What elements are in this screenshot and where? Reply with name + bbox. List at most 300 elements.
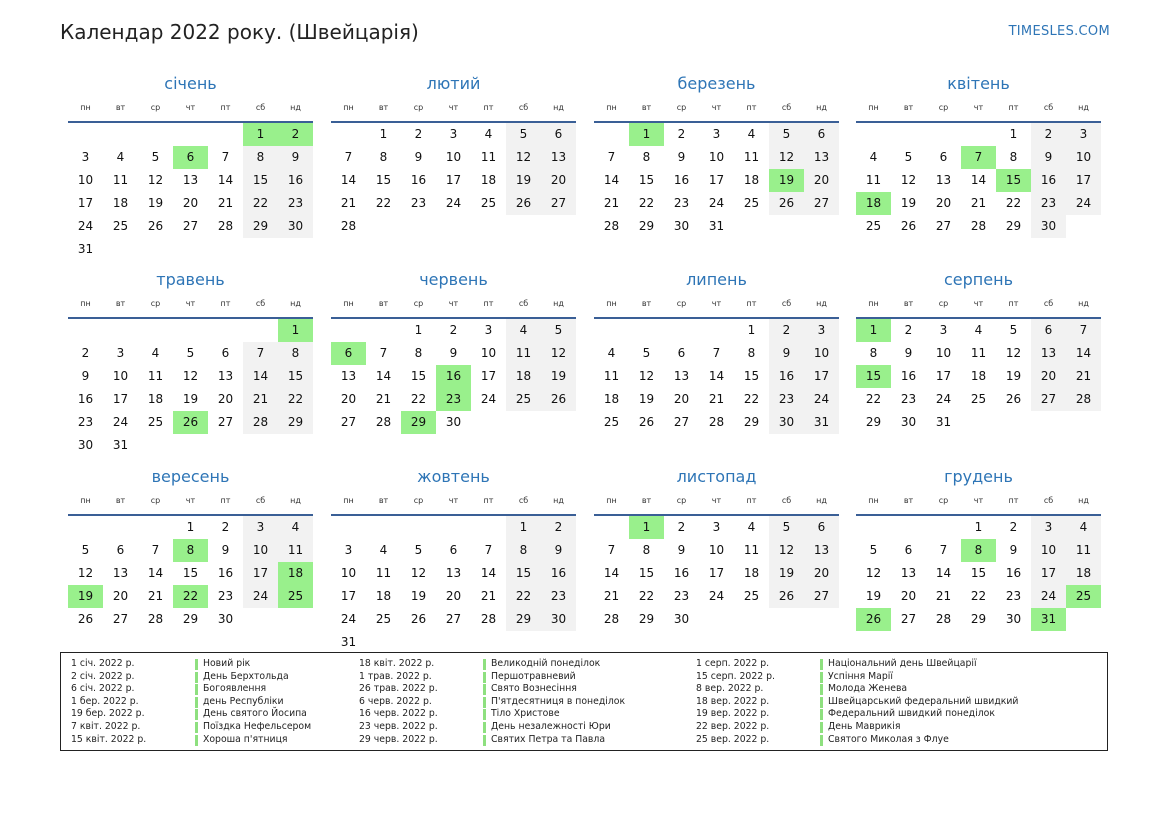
day-cell: 22 — [243, 192, 278, 215]
day-cell: 12 — [541, 342, 576, 365]
day-cell: 7 — [712, 346, 721, 361]
holiday-marker — [483, 684, 486, 695]
day-cell: 8 — [379, 150, 388, 165]
weekday-label: ср — [138, 291, 173, 319]
holiday-day-cell: 6 — [173, 146, 208, 169]
day-cell: 14 — [243, 365, 278, 388]
day-cell: 3 — [344, 543, 353, 558]
day-cell: 25 — [480, 196, 497, 211]
month-days-grid — [856, 488, 1101, 631]
day-cell: 16 — [673, 173, 690, 188]
day-cell: 19 — [1005, 369, 1022, 384]
holiday-date: 16 черв. 2022 р. — [359, 708, 438, 720]
day-cell: 14 — [147, 566, 164, 581]
weekday-label: пн — [331, 488, 366, 516]
day-cell: 14 — [603, 566, 620, 581]
day-cell: 29 — [278, 411, 313, 434]
day-cell: 26 — [1005, 392, 1022, 407]
holiday-day-cell: 1 — [856, 319, 891, 342]
holiday-marker — [195, 659, 198, 670]
site-link[interactable]: TIMESLES.COM — [1008, 24, 1110, 39]
day-cell: 1 — [974, 520, 983, 535]
day-cell: 27 — [340, 415, 357, 430]
holiday-name: Великодній понеділок — [491, 658, 601, 669]
day-cell: 22 — [865, 392, 882, 407]
month-name: жовтень — [417, 467, 490, 486]
holiday-date: 29 черв. 2022 р. — [359, 733, 438, 745]
day-cell: 27 — [804, 585, 839, 608]
day-cell: 8 — [243, 146, 278, 169]
day-cell: 4 — [379, 543, 388, 558]
day-cell: 9 — [449, 346, 458, 361]
day-cell: 20 — [182, 196, 199, 211]
day-cell: 26 — [769, 192, 804, 215]
day-cell: 7 — [221, 150, 230, 165]
month-name: червень — [419, 270, 488, 289]
weekday-label: чт — [436, 95, 471, 123]
day-cell: 6 — [677, 346, 686, 361]
day-cell: 1 — [1009, 127, 1018, 142]
day-cell: 17 — [804, 365, 839, 388]
day-cell: 9 — [278, 146, 313, 169]
weekday-label: чт — [961, 488, 996, 516]
day-cell: 26 — [506, 192, 541, 215]
legend-row — [359, 734, 625, 747]
day-cell: 14 — [1066, 342, 1101, 365]
day-cell: 11 — [970, 346, 987, 361]
holiday-marker — [483, 709, 486, 720]
weekday-label: сб — [506, 95, 541, 123]
day-cell: 2 — [541, 516, 576, 539]
legend-column — [359, 658, 625, 746]
day-cell: 25 — [375, 612, 392, 627]
day-cell: 4 — [747, 520, 756, 535]
day-cell: 5 — [904, 150, 913, 165]
day-cell: 23 — [410, 196, 427, 211]
day-cell: 23 — [1031, 192, 1066, 215]
weekday-label: нд — [278, 95, 313, 123]
holiday-date: 18 квіт. 2022 р. — [359, 658, 435, 669]
day-cell: 28 — [375, 415, 392, 430]
day-cell: 13 — [1031, 342, 1066, 365]
day-cell: 27 — [541, 192, 576, 215]
holiday-marker — [195, 697, 198, 708]
day-cell: 23 — [769, 388, 804, 411]
day-cell: 9 — [677, 543, 686, 558]
holiday-name: День святого Йосипа — [203, 708, 307, 720]
day-cell: 10 — [77, 173, 94, 188]
holiday-day-cell: 1 — [243, 123, 278, 146]
holiday-date: 7 квіт. 2022 р. — [71, 720, 141, 732]
holiday-name: Національний день Швейцарії — [828, 658, 977, 669]
weekday-label: вт — [103, 488, 138, 516]
day-cell: 8 — [414, 346, 423, 361]
day-cell: 24 — [708, 196, 725, 211]
day-cell: 31 — [77, 242, 94, 257]
day-cell: 2 — [414, 127, 423, 142]
day-cell: 7 — [607, 150, 616, 165]
holiday-day-cell: 15 — [856, 365, 891, 388]
day-cell: 4 — [747, 127, 756, 142]
day-cell: 11 — [147, 369, 164, 384]
holiday-marker — [195, 684, 198, 695]
day-cell: 13 — [935, 173, 952, 188]
day-cell: 19 — [506, 169, 541, 192]
weekday-label: вт — [103, 95, 138, 123]
day-cell: 24 — [1066, 192, 1101, 215]
day-cell: 26 — [147, 219, 164, 234]
month-days-grid — [331, 95, 576, 238]
day-cell: 23 — [673, 196, 690, 211]
month-days-grid — [68, 488, 313, 631]
day-cell: 24 — [77, 219, 94, 234]
day-cell: 3 — [1066, 123, 1101, 146]
day-cell: 15 — [638, 173, 655, 188]
day-cell: 19 — [769, 562, 804, 585]
day-cell: 20 — [804, 562, 839, 585]
day-cell: 30 — [445, 415, 462, 430]
legend-row — [359, 696, 625, 709]
day-cell: 10 — [243, 539, 278, 562]
month-calendar — [68, 73, 313, 261]
weekday-label: чт — [173, 291, 208, 319]
holiday-day-cell: 29 — [401, 411, 436, 434]
weekday-label: ср — [401, 95, 436, 123]
weekday-label: нд — [1066, 488, 1101, 516]
holiday-day-cell: 6 — [331, 342, 366, 365]
weekday-label: ср — [664, 291, 699, 319]
day-cell: 7 — [1066, 319, 1101, 342]
day-cell: 31 — [112, 438, 129, 453]
day-cell: 4 — [484, 127, 493, 142]
day-cell: 30 — [900, 415, 917, 430]
day-cell: 15 — [743, 369, 760, 384]
day-cell: 17 — [708, 566, 725, 581]
holiday-day-cell: 8 — [173, 539, 208, 562]
day-cell: 28 — [603, 219, 620, 234]
day-cell: 23 — [541, 585, 576, 608]
day-cell: 8 — [869, 346, 878, 361]
day-cell: 22 — [638, 589, 655, 604]
weekday-label: пн — [594, 291, 629, 319]
weekday-label: ср — [926, 291, 961, 319]
day-cell: 20 — [217, 392, 234, 407]
day-cell: 13 — [217, 369, 234, 384]
weekday-label: вт — [891, 95, 926, 123]
month-calendar — [68, 269, 313, 457]
day-cell: 15 — [410, 369, 427, 384]
day-cell: 31 — [708, 219, 725, 234]
holiday-marker — [820, 735, 823, 746]
day-cell: 3 — [712, 520, 721, 535]
day-cell: 7 — [344, 150, 353, 165]
day-cell: 17 — [77, 196, 94, 211]
holiday-date: 25 вер. 2022 р. — [696, 733, 770, 745]
weekday-label: пн — [594, 488, 629, 516]
day-cell: 29 — [970, 612, 987, 627]
day-cell: 8 — [642, 150, 651, 165]
month-days-grid — [68, 291, 313, 457]
weekday-label: вт — [629, 291, 664, 319]
day-cell: 3 — [116, 346, 125, 361]
legend-row — [696, 696, 1018, 709]
day-cell: 3 — [804, 319, 839, 342]
day-cell: 7 — [484, 543, 493, 558]
day-cell: 20 — [804, 169, 839, 192]
holiday-date: 22 вер. 2022 р. — [696, 720, 770, 732]
day-cell: 25 — [147, 415, 164, 430]
day-cell: 20 — [445, 589, 462, 604]
day-cell: 21 — [708, 392, 725, 407]
day-cell: 2 — [1009, 520, 1018, 535]
weekday-label: пт — [734, 488, 769, 516]
holiday-date: 2 січ. 2022 р. — [71, 670, 135, 682]
weekday-label: нд — [804, 95, 839, 123]
day-cell: 22 — [506, 585, 541, 608]
day-cell: 10 — [340, 566, 357, 581]
day-cell: 13 — [445, 566, 462, 581]
day-cell: 24 — [445, 196, 462, 211]
day-cell: 6 — [804, 516, 839, 539]
day-cell: 29 — [638, 612, 655, 627]
day-cell: 31 — [935, 415, 952, 430]
legend-column — [696, 658, 1018, 746]
day-cell: 16 — [541, 562, 576, 585]
day-cell: 10 — [445, 150, 462, 165]
day-cell: 15 — [506, 562, 541, 585]
weekday-label: ср — [664, 95, 699, 123]
day-cell: 7 — [607, 543, 616, 558]
weekday-label: чт — [961, 291, 996, 319]
legend-row — [359, 671, 625, 684]
holiday-day-cell: 25 — [278, 585, 313, 608]
day-cell: 3 — [1031, 516, 1066, 539]
month-calendar — [856, 466, 1101, 631]
day-cell: 4 — [151, 346, 160, 361]
month-calendar — [594, 73, 839, 238]
weekday-label: ср — [401, 291, 436, 319]
weekday-label: вт — [891, 291, 926, 319]
month-days-grid — [856, 291, 1101, 434]
holiday-date: 15 квіт. 2022 р. — [71, 733, 147, 745]
day-cell: 30 — [541, 608, 576, 631]
day-cell: 22 — [970, 589, 987, 604]
day-cell: 1 — [186, 520, 195, 535]
weekday-label: сб — [1031, 488, 1066, 516]
day-cell: 30 — [673, 612, 690, 627]
day-cell: 29 — [243, 215, 278, 238]
day-cell: 16 — [217, 566, 234, 581]
day-cell: 6 — [449, 543, 458, 558]
day-cell: 14 — [375, 369, 392, 384]
holiday-date: 1 серп. 2022 р. — [696, 658, 770, 669]
weekday-label: сб — [243, 488, 278, 516]
weekday-label: пт — [471, 95, 506, 123]
day-cell: 6 — [116, 543, 125, 558]
day-cell: 9 — [541, 539, 576, 562]
weekday-label: вт — [103, 291, 138, 319]
holiday-day-cell: 31 — [1031, 608, 1066, 631]
day-cell: 23 — [673, 589, 690, 604]
holiday-day-cell: 19 — [769, 169, 804, 192]
day-cell: 28 — [147, 612, 164, 627]
day-cell: 21 — [935, 589, 952, 604]
day-cell: 4 — [1066, 516, 1101, 539]
day-cell: 9 — [221, 543, 230, 558]
holiday-name: День Берхтольда — [203, 670, 289, 682]
day-cell: 4 — [869, 150, 878, 165]
day-cell: 22 — [278, 388, 313, 411]
day-cell: 27 — [673, 415, 690, 430]
weekday-label: нд — [541, 291, 576, 319]
holiday-marker — [820, 709, 823, 720]
holiday-date: 26 трав. 2022 р. — [359, 683, 438, 695]
day-cell: 6 — [804, 123, 839, 146]
month-calendar — [594, 466, 839, 631]
weekday-label: нд — [278, 291, 313, 319]
day-cell: 21 — [1066, 365, 1101, 388]
holiday-day-cell: 15 — [996, 169, 1031, 192]
day-cell: 2 — [677, 127, 686, 142]
day-cell: 12 — [147, 173, 164, 188]
day-cell: 12 — [769, 146, 804, 169]
day-cell: 2 — [449, 323, 458, 338]
day-cell: 13 — [182, 173, 199, 188]
holiday-marker — [195, 672, 198, 683]
day-cell: 11 — [603, 369, 620, 384]
day-cell: 30 — [769, 411, 804, 434]
weekday-label: чт — [173, 95, 208, 123]
weekday-label: нд — [1066, 291, 1101, 319]
day-cell: 26 — [638, 415, 655, 430]
day-cell: 24 — [708, 589, 725, 604]
weekday-label: пн — [68, 291, 103, 319]
day-cell: 5 — [869, 543, 878, 558]
month-days-grid — [856, 95, 1101, 238]
day-cell: 16 — [1031, 169, 1066, 192]
weekday-label: сб — [769, 95, 804, 123]
day-cell: 15 — [182, 566, 199, 581]
weekday-label: чт — [699, 291, 734, 319]
holiday-marker — [195, 735, 198, 746]
day-cell: 26 — [77, 612, 94, 627]
day-cell: 27 — [1031, 388, 1066, 411]
day-cell: 4 — [278, 516, 313, 539]
holiday-marker — [820, 722, 823, 733]
day-cell: 19 — [410, 589, 427, 604]
day-cell: 21 — [603, 196, 620, 211]
weekday-label: пт — [208, 95, 243, 123]
day-cell: 21 — [147, 589, 164, 604]
month-name: вересень — [151, 467, 230, 486]
holiday-day-cell: 7 — [961, 146, 996, 169]
day-cell: 3 — [243, 516, 278, 539]
day-cell: 24 — [340, 612, 357, 627]
holiday-day-cell: 2 — [278, 123, 313, 146]
day-cell: 17 — [112, 392, 129, 407]
day-cell: 28 — [708, 415, 725, 430]
holiday-name: Святих Петра та Павла — [491, 733, 606, 745]
month-name: квітень — [947, 74, 1010, 93]
day-cell: 23 — [900, 392, 917, 407]
day-cell: 14 — [603, 173, 620, 188]
day-cell: 21 — [970, 196, 987, 211]
day-cell: 5 — [414, 543, 423, 558]
day-cell: 15 — [278, 365, 313, 388]
legend-row — [696, 658, 1018, 671]
day-cell: 29 — [743, 415, 760, 430]
day-cell: 13 — [900, 566, 917, 581]
day-cell: 9 — [1009, 543, 1018, 558]
holiday-name: Федеральний швидкий понеділок — [828, 708, 995, 720]
day-cell: 23 — [217, 589, 234, 604]
day-cell: 2 — [769, 319, 804, 342]
holiday-day-cell: 1 — [629, 123, 664, 146]
day-cell: 18 — [147, 392, 164, 407]
holiday-day-cell: 26 — [173, 411, 208, 434]
day-cell: 17 — [1066, 169, 1101, 192]
day-cell: 27 — [900, 612, 917, 627]
day-cell: 4 — [506, 319, 541, 342]
weekday-label: чт — [699, 488, 734, 516]
day-cell: 28 — [217, 219, 234, 234]
weekday-label: пн — [331, 291, 366, 319]
day-cell: 27 — [112, 612, 129, 627]
day-cell: 14 — [935, 566, 952, 581]
day-cell: 27 — [804, 192, 839, 215]
weekday-label: нд — [1066, 95, 1101, 123]
legend-row — [71, 696, 311, 709]
holiday-date: 19 вер. 2022 р. — [696, 708, 770, 720]
weekday-label: сб — [243, 95, 278, 123]
day-cell: 25 — [970, 392, 987, 407]
day-cell: 11 — [480, 150, 497, 165]
holiday-date: 6 січ. 2022 р. — [71, 683, 135, 695]
holiday-marker — [195, 722, 198, 733]
day-cell: 25 — [506, 388, 541, 411]
weekday-label: сб — [1031, 95, 1066, 123]
day-cell: 26 — [541, 388, 576, 411]
day-cell: 8 — [1009, 150, 1018, 165]
weekday-label: сб — [769, 488, 804, 516]
day-cell: 28 — [340, 219, 357, 234]
day-cell: 23 — [77, 415, 94, 430]
day-cell: 13 — [541, 146, 576, 169]
holiday-day-cell: 18 — [856, 192, 891, 215]
day-cell: 18 — [112, 196, 129, 211]
holiday-day-cell: 26 — [856, 608, 891, 631]
day-cell: 21 — [603, 589, 620, 604]
day-cell: 18 — [743, 566, 760, 581]
day-cell: 18 — [506, 365, 541, 388]
day-cell: 31 — [340, 635, 357, 650]
legend-row — [71, 721, 311, 734]
day-cell: 13 — [804, 146, 839, 169]
weekday-label: чт — [699, 95, 734, 123]
day-cell: 13 — [340, 369, 357, 384]
day-cell: 28 — [603, 612, 620, 627]
weekday-label: чт — [961, 95, 996, 123]
month-days-grid — [594, 488, 839, 631]
day-cell: 9 — [81, 369, 90, 384]
weekday-label: сб — [769, 291, 804, 319]
weekday-label: нд — [804, 488, 839, 516]
day-cell: 14 — [708, 369, 725, 384]
legend-row — [71, 708, 311, 721]
day-cell: 16 — [410, 173, 427, 188]
day-cell: 1 — [506, 516, 541, 539]
day-cell: 17 — [480, 369, 497, 384]
